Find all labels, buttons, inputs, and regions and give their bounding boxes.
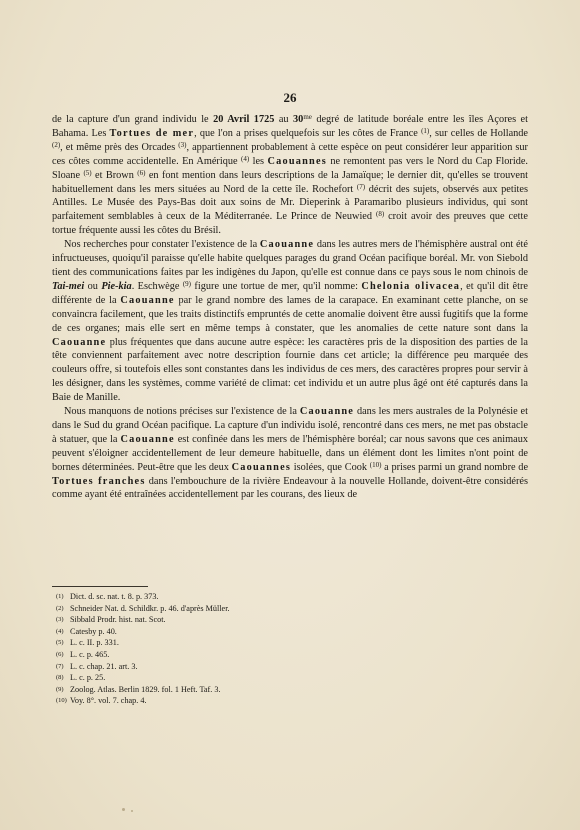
body-text — [52, 113, 528, 502]
text-run: et Brown — [91, 169, 138, 181]
text-run: Caouannes — [267, 155, 327, 167]
footnote-text: L. c. p. 465. — [70, 649, 110, 659]
text-run: . Eschwège — [131, 280, 183, 292]
text-run: Chelonia olivacea — [361, 280, 461, 292]
footnote-text: Sibbald Prodr. hist. nat. Scot. — [70, 615, 166, 625]
footnote-ref: me — [303, 113, 312, 121]
footnote-mark: (5) — [56, 639, 64, 647]
text-run: 30 — [293, 114, 304, 125]
footnote — [56, 614, 516, 626]
paragraph — [52, 113, 528, 238]
text-run: Caouanne — [120, 294, 175, 306]
footnote-mark: (2) — [56, 604, 64, 612]
footnote — [56, 649, 516, 661]
footnote-text: L. c. p. 25. — [70, 673, 106, 683]
text-run: au — [274, 114, 294, 125]
text-run: Caouanne — [120, 433, 175, 445]
text-run: , et qu'il dit être différente de la — [52, 280, 528, 306]
paper-speck — [122, 808, 125, 811]
footnote-ref: (8) — [375, 210, 385, 219]
text-run: Pie-kia — [101, 280, 132, 292]
page-number: 26 — [283, 90, 297, 105]
footnote-text: Catesby p. 40. — [70, 626, 117, 636]
footnote-ref: (6) — [137, 168, 146, 177]
text-run: plus fréquentes que dans aucune autre espèce: les caractères pris de la disposition des parties de la tête conviennent parfaitement avec notre description fournie dans cet article; la différence peu marquée des couleurs offre, si toutefois elles sont constantes dans les individus de ces mers, des caractères propres pour servir à les désigner, dans les systèmes, comme variété de climat: cet individu et un autre plus âgé ont été capturés dans la Baie de Manille. — [52, 336, 528, 404]
text-run: Nos recherches pour constater l'existence de la — [64, 239, 260, 251]
paragraph — [52, 238, 528, 405]
text-run: 20 Avril 1725 — [213, 114, 275, 125]
footnote-divider — [52, 586, 148, 587]
text-run: est confinée dans les mers de l'hémisphère boréal; car nous savons que ces animaux peuvent s'éloigner accidentellement de leur demeure habituelle, dans un élément dont les limites n'ont point de bornes déterminées. Peut-être que les deux — [52, 433, 528, 473]
text-run: Caouanne — [52, 336, 107, 348]
footnote-ref: (7) — [356, 182, 366, 191]
text-run: dans les autres mers de l'hémisphère austral ont été infructueuses, quoiqu'il paraisse qu'elle habite quelques parages du grand Océan pacifique boréal. Mr. von Siebold tient des communications faites par les indigènes du Japon, qu'elle est connue dans ce pays sous le nom chinois de — [52, 239, 528, 278]
text-run: ou — [84, 280, 102, 292]
text-run: par le grand nombre des lames de la carapace. En examinant cette planche, on se convaincra facilement, que les traits distinctifs empruntés de cette anomalie doivent être aussi fugitifs que la forme de ces organes; mais elle sert en même temps à constater, que les anomalies de cette nature sont dans la — [52, 294, 529, 334]
footnote-mark: (4) — [56, 627, 64, 635]
text-run: dans les mers australes de la Polynésie et dans le Sud du grand Océan pacifique. La capture d'un individu isolé, rencontré dans ces mers, ne met pas obstacle à statuer, que la — [52, 406, 528, 445]
paper-speck — [131, 810, 133, 812]
footnote-mark: (7) — [56, 662, 64, 670]
footnote-text: Zoolog. Atlas. Berlin 1829. fol. 1 Heft. Taf. 3. — [70, 684, 221, 694]
text-run: degré de latitude boréale entre les îles Açores et Bahama. Les — [52, 114, 528, 139]
footnote — [56, 637, 516, 649]
paragraph — [52, 405, 528, 502]
footnote-mark: (8) — [56, 674, 64, 682]
footnote — [56, 591, 516, 603]
footnote — [56, 695, 516, 707]
text-run: Caouanne — [299, 406, 355, 418]
text-run: Tortues de mer — [109, 127, 195, 139]
footnote — [56, 684, 516, 696]
footnote-text: L. c. II. p. 331. — [70, 638, 119, 648]
text-run: isolées, que Cook — [291, 461, 370, 473]
text-run: croit avoir des preuves que cette tortue fréquente aussi les côtes du Brésil. — [52, 211, 528, 237]
text-run: figure une tortue de mer, qu'il nomme: — [191, 280, 362, 292]
text-run: en font mention dans leurs descriptions de la Jamaïque; le dernier dit, qu'elles se trouvent habituellement dans les mers situées au Nord de la cette île. Rochefort — [52, 169, 529, 195]
footnote-text: L. c. chap. 21. art. 3. — [70, 661, 138, 671]
footnote-text: Schneider Nat. d. Schildkr. p. 46. d'après Müller. — [70, 603, 230, 613]
text-run: ne remontent pas vers le Nord du Cap Floride. Sloane — [52, 155, 528, 181]
footnote-ref: (1) — [421, 126, 430, 135]
text-run: Nous manquons de notions précises sur l'existence de la — [64, 406, 300, 418]
footnote-mark: (10) — [56, 697, 67, 705]
text-run: les — [249, 155, 268, 167]
text-run: , sur celles de Hollande — [429, 127, 529, 139]
text-run: Caouanne — [259, 239, 315, 251]
footnote — [56, 603, 516, 615]
text-run: Tortues franches — [52, 475, 146, 487]
footnote — [56, 661, 516, 673]
text-run: Tai-mei — [52, 280, 85, 292]
text-run: Caouannes — [231, 461, 292, 473]
footnote-mark: (3) — [56, 616, 64, 624]
footnote-text: Voy. 8°. vol. 7. chap. 4. — [70, 696, 147, 706]
footnote-mark: (6) — [56, 650, 64, 658]
text-run: décrit des sujets, observés aux petites Antilles. Le Musée des Pays-Bas doit aux soins de Mr. Dieperink à Paramaribo plusieurs individus, qui sont parfaitement semblables à ceux de la Méditerranée. Le Prince de Neuwied — [52, 183, 528, 223]
footnote — [56, 626, 516, 638]
text-run: , et même près des Orcades — [60, 141, 179, 153]
footnote — [56, 672, 516, 684]
text-run: de la capture d'un grand individu le — [52, 114, 214, 125]
footnote-ref: (10) — [369, 460, 382, 469]
text-run: , appartiennent probablement à cette espèce on peut considérer leur apparition sur ces côtes comme accidentelle. En Amérique — [52, 141, 528, 167]
footnote-ref: (4) — [241, 154, 250, 163]
footnote-ref: (9) — [182, 279, 192, 288]
text-run: dans l'embouchure de la rivière Endeavour à la nouvelle Hollande, doivent-être considérés comme ayant été entraînées accidentellement par les courans, des lieux de — [52, 475, 528, 501]
footnote-ref: (2) — [52, 140, 61, 149]
footnote-mark: (9) — [56, 685, 64, 693]
text-run: , que l'on a prises quelquefois sur les côtes de France — [194, 127, 422, 139]
footnote-mark: (1) — [56, 593, 64, 600]
footnote-ref: (3) — [178, 140, 187, 149]
footnote-ref: (5) — [83, 168, 92, 177]
text-run: a prises parmi un grand nombre de — [381, 461, 529, 473]
footnotes-list — [56, 591, 516, 707]
footnote-text: Dict. d. sc. nat. t. 8. p. 373. — [70, 592, 159, 601]
